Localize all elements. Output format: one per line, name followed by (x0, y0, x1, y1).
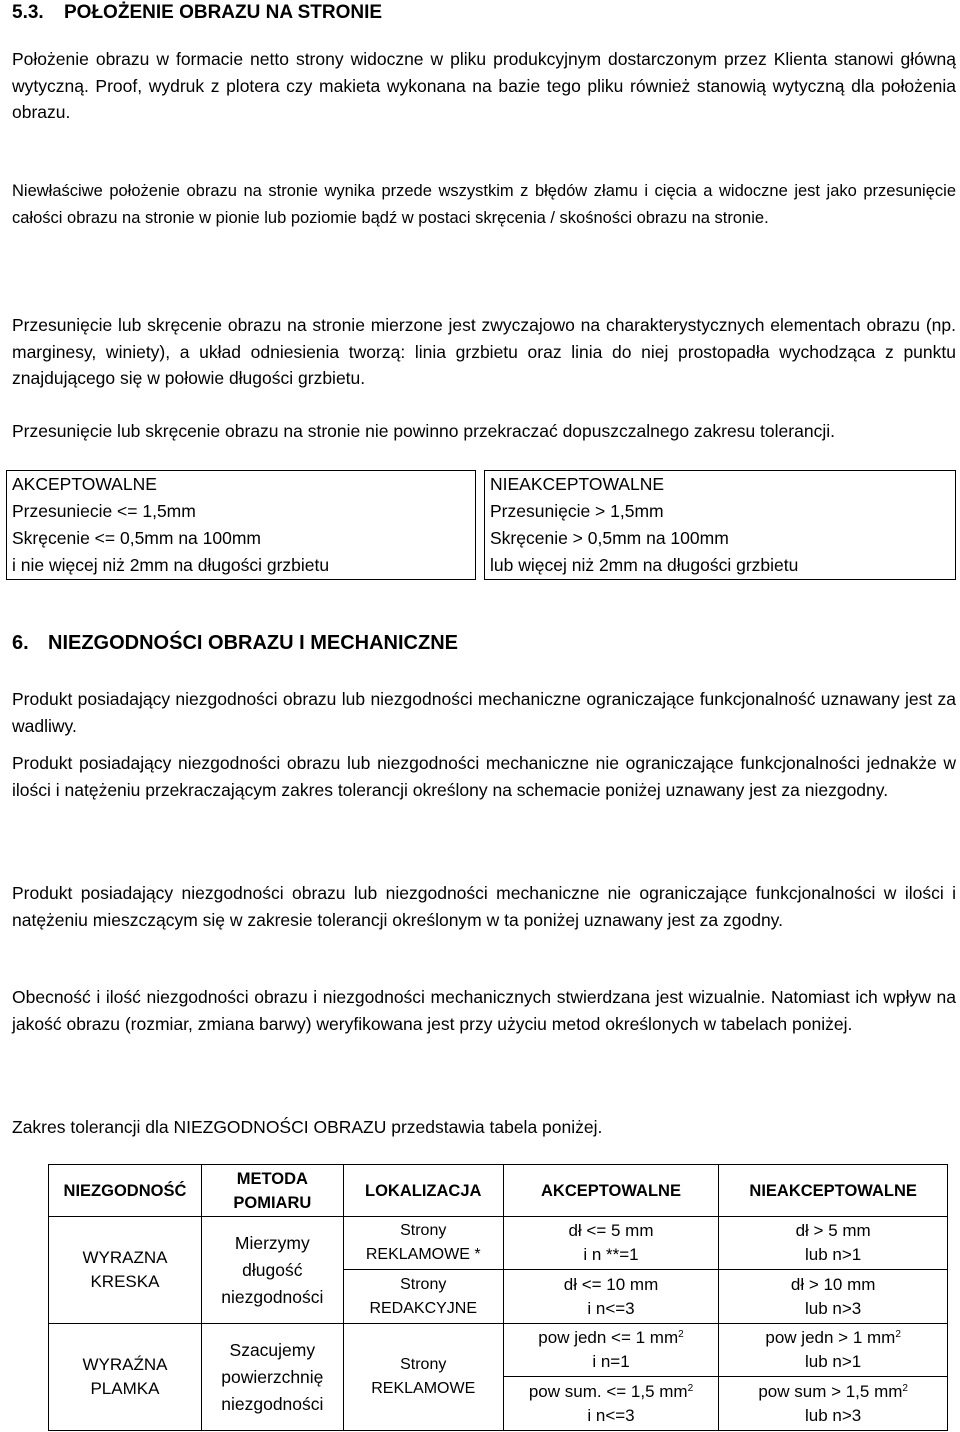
unacceptable-skew: Skręcenie > 0,5mm na 100mm (490, 528, 729, 548)
unacceptable-cell (719, 1324, 948, 1377)
acceptable-count: i n<=3 (587, 1405, 635, 1425)
paragraph: Zakres tolerancji dla NIEZGODNOŚCI OBRAZU przedstawia tabela poniżej. (12, 1117, 603, 1137)
section-number: 6. (12, 632, 29, 654)
superscript: 2 (687, 1382, 694, 1394)
unacceptable-value (723, 1380, 943, 1404)
paragraph: Produkt posiadający niezgodności obrazu lub niezgodności mechaniczne nie ograniczające funkcjonalności jednakże w ilości i natężeniu przekraczającym zakres tolerancji określony na schemacie poniżej uznawany jest za niezgodny. (12, 753, 956, 800)
acceptable-value-text: pow sum. <= 1,5 mm (528, 1381, 688, 1401)
unacceptable-cell (719, 1217, 948, 1270)
unacceptable-cell (719, 1270, 948, 1324)
table-header-row (49, 1165, 948, 1217)
section-number: 5.3. (12, 2, 44, 23)
acceptable-cell (503, 1217, 719, 1270)
unacceptable-cell (719, 1377, 948, 1431)
paragraph: Przesunięcie lub skręcenie obrazu na stronie mierzone jest zwyczajowo na charakterystycznych elementach obrazu (np. marginesy, winiety), a układ odniesienia tworzą: linia grzbietu oraz linia do niej prostopadła wychodząca z punktu znajdującego się w połowie długości grzbietu. (12, 315, 956, 388)
unacceptable-shift: Przesunięcie > 1,5mm (490, 501, 664, 521)
section-heading (12, 632, 458, 655)
location-cell: Strony REKLAMOWE (343, 1324, 503, 1431)
unacceptable-count: lub n>1 (805, 1352, 862, 1371)
tolerance-table (48, 1164, 948, 1431)
acceptable-count: i n **=1 (583, 1245, 639, 1264)
paragraph: Niewłaściwe położenie obrazu na stronie wynika przede wszystkim z błędów złamu i cięcia a widoczne jest jako przesunięcie całości obrazu na stronie w pionie lub poziomie bądź w postaci skręcenia / skośności obrazu na stronie. (12, 182, 956, 227)
defect-cell: WYRAZNA KRESKA (49, 1217, 202, 1324)
unacceptable-value-text: pow sum > 1,5 mm (758, 1381, 903, 1401)
superscript: 2 (895, 1329, 901, 1340)
unacceptable-value (723, 1326, 943, 1350)
acceptable-value (508, 1326, 715, 1350)
column-header: NIEAKCEPTOWALNE (719, 1165, 948, 1217)
location-cell: Strony REDAKCYJNE (343, 1270, 503, 1324)
acceptable-box (6, 470, 476, 580)
superscript: 2 (678, 1329, 684, 1340)
acceptable-cell (503, 1324, 719, 1377)
acceptable-spine: i nie więcej niż 2mm na długości grzbietu (12, 555, 330, 575)
paragraph: Produkt posiadający niezgodności obrazu lub niezgodności mechaniczne nie ograniczające funkcjonalności w ilości i natężeniu mieszczącym się w zakresie tolerancji określonym w ta poniżej uznawany jest za zgodny. (12, 883, 956, 930)
paragraph: Produkt posiadający niezgodności obrazu lub niezgodności mechaniczne ograniczające funkcjonalność uznawany jest za wadliwy. (12, 689, 956, 736)
superscript: 2 (902, 1382, 908, 1394)
unacceptable-count: lub n>1 (805, 1245, 862, 1264)
column-header: LOKALIZACJA (343, 1165, 503, 1217)
acceptable-count: i n<=3 (587, 1298, 635, 1318)
acceptable-cell (503, 1270, 719, 1324)
paragraph: Obecność i ilość niezgodności obrazu i niezgodności mechanicznych stwierdzana jest wizualnie. Natomiast ich wpływ na jakość obrazu (rozmiar, zmiana barwy) weryfikowana jest przy użyciu metod określonych w tabelach poniżej. (12, 987, 956, 1034)
paragraph: Położenie obrazu w formacie netto strony widoczne w pliku produkcyjnym dostarczonym przez Klienta stanowi główną wytyczną. Proof, wydruk z plotera czy makieta wykonana na bazie tego pliku również stanowią wytyczną dla położenia obrazu. (12, 49, 956, 122)
method-cell: Szacujemy powierzchnię niezgodności (201, 1324, 343, 1431)
section-heading (12, 2, 382, 24)
unacceptable-box (484, 470, 956, 580)
column-header: AKCEPTOWALNE (503, 1165, 719, 1217)
section-title: POŁOŻENIE OBRAZU NA STRONIE (64, 2, 383, 23)
unacceptable-count: lub n>3 (805, 1298, 862, 1318)
acceptable-cell (503, 1377, 719, 1431)
acceptable-value: dł <= 5 mm (568, 1221, 654, 1240)
acceptable-value-text: pow jedn <= 1 mm (538, 1328, 679, 1347)
acceptable-shift: Przesuniecie <= 1,5mm (12, 501, 196, 521)
acceptable-heading: AKCEPTOWALNE (12, 474, 157, 494)
column-header: METODA POMIARU (201, 1165, 343, 1217)
acceptable-count: i n=1 (592, 1352, 630, 1371)
defect-cell: WYRAŹNA PLAMKA (49, 1324, 202, 1431)
table-row (49, 1217, 948, 1270)
unacceptable-count: lub n>3 (805, 1405, 862, 1425)
acceptable-value: dł <= 10 mm (563, 1274, 659, 1294)
column-header: NIEZGODNOŚĆ (49, 1165, 202, 1217)
acceptable-value (508, 1380, 715, 1404)
unacceptable-value-text: pow jedn > 1 mm (765, 1328, 896, 1347)
acceptable-skew: Skręcenie <= 0,5mm na 100mm (12, 528, 262, 548)
unacceptable-spine: lub więcej niż 2mm na długości grzbietu (490, 555, 799, 575)
unacceptable-value: dł > 5 mm (795, 1221, 871, 1240)
unacceptable-heading: NIEAKCEPTOWALNE (490, 474, 665, 494)
section-title: NIEZGODNOŚCI OBRAZU I MECHANICZNE (48, 632, 458, 654)
table-row (49, 1324, 948, 1377)
method-cell: Mierzymy długość niezgodności (201, 1217, 343, 1324)
unacceptable-value: dł > 10 mm (790, 1274, 876, 1294)
paragraph: Przesunięcie lub skręcenie obrazu na stronie nie powinno przekraczać dopuszczalnego zakresu tolerancji. (12, 421, 835, 441)
location-cell: Strony REKLAMOWE * (343, 1217, 503, 1270)
